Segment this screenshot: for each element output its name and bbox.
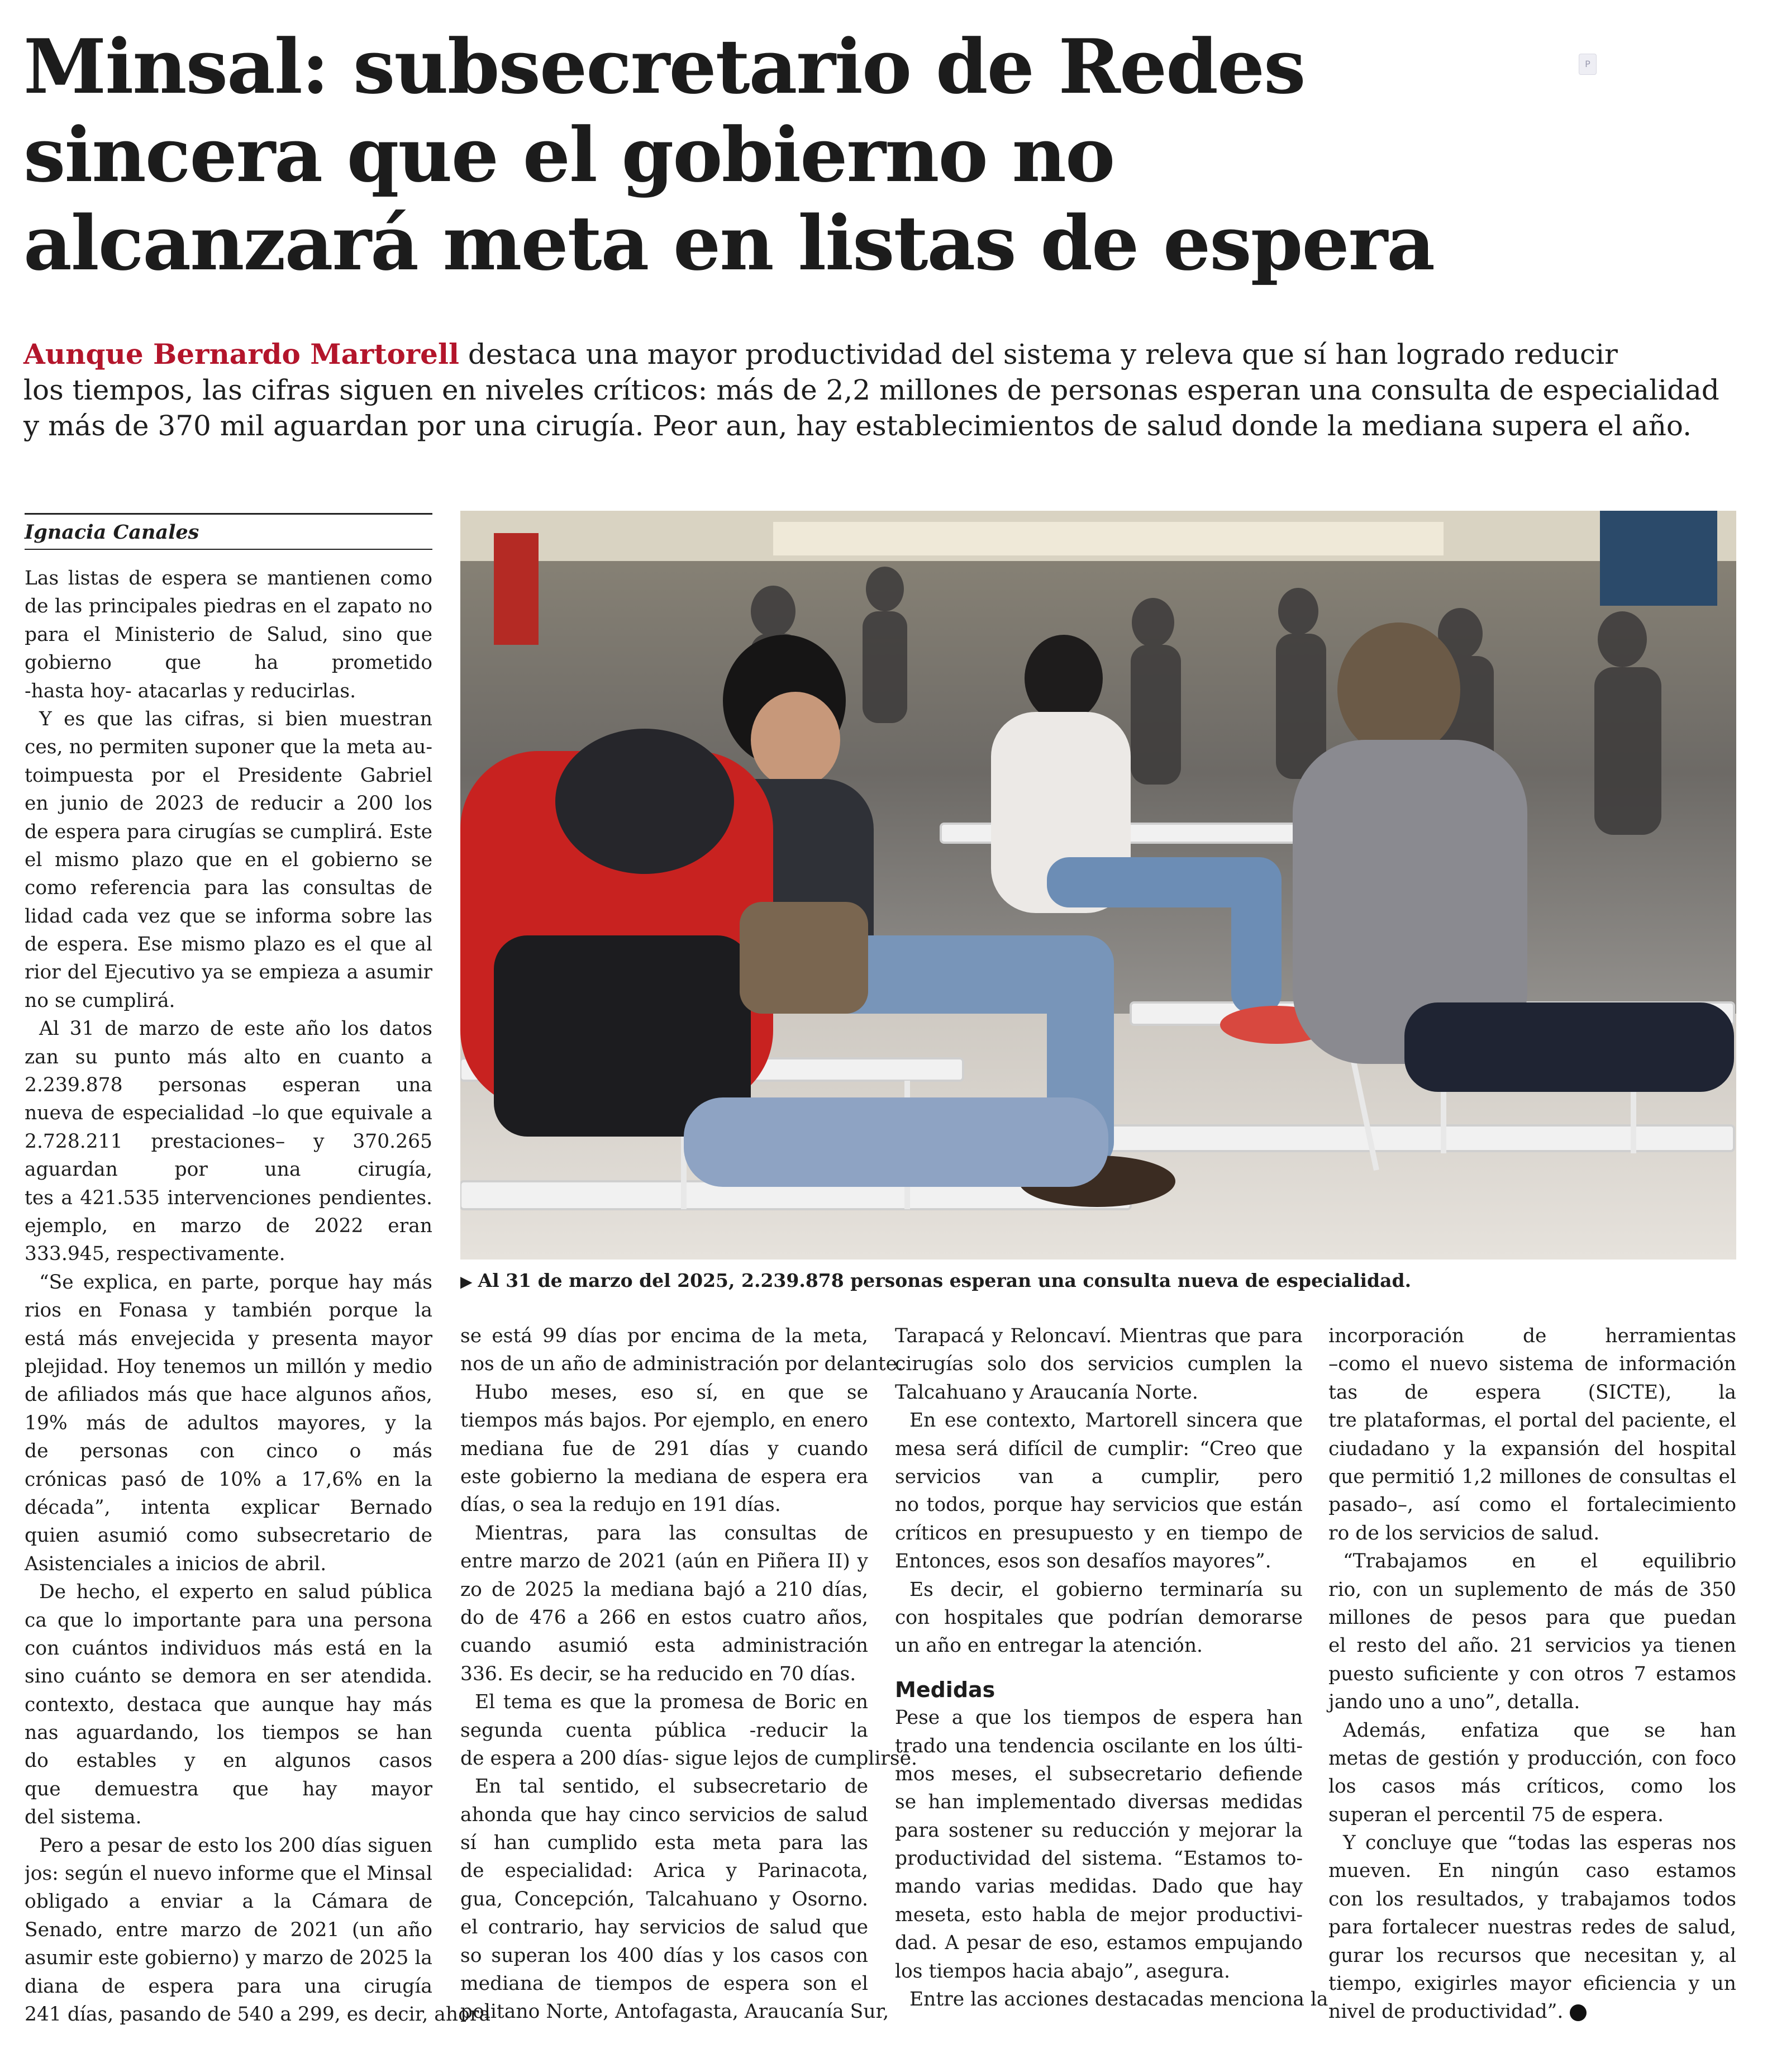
article-line: gobierno que ha prometido bbox=[25, 652, 432, 674]
article-line: diana de espera para una cirugía bbox=[25, 1975, 432, 1998]
article-line: de afiliados más que hace algunos años, bbox=[25, 1384, 432, 1406]
article-line: metas de gestión y producción, con foco bbox=[1328, 1747, 1736, 1770]
article-line: politano Norte, Antofagasta, Araucanía Sur, bbox=[460, 2000, 889, 2023]
headline-line: Minsal: subsecretario de Redes bbox=[23, 22, 1305, 111]
caption-text: Al 31 de marzo del 2025, 2.239.878 personas esperan una consulta nueva de especialidad. bbox=[478, 1270, 1412, 1291]
article-line: dad. A pesar de eso, estamos empujando bbox=[895, 1932, 1303, 1955]
headline-line: sincera que el gobierno no bbox=[23, 111, 1114, 199]
article-line: nivel de productividad”. bbox=[1328, 2000, 1564, 2023]
article-line: lidad cada vez que se informa sobre las bbox=[25, 905, 432, 928]
article-line: En ese contexto, Martorell sincera que bbox=[909, 1409, 1303, 1432]
spacer bbox=[895, 1660, 1303, 1676]
article-line: Mientras, para las consultas de bbox=[475, 1522, 868, 1545]
article-line: este gobierno la mediana de espera era bbox=[460, 1465, 868, 1488]
lead-highlight: Aunque Bernardo Martorell bbox=[23, 338, 459, 370]
article-line: rio, con un suplemento de más de 350 bbox=[1328, 1578, 1736, 1601]
article-line: que demuestra que hay mayor bbox=[25, 1778, 432, 1800]
article-line: -hasta hoy- atacarlas y reducirlas. bbox=[25, 679, 356, 702]
article-line: nueva de especialidad –lo que equivale a bbox=[25, 1102, 432, 1125]
article-column-4 bbox=[1328, 1322, 1736, 2026]
article-line: mediana de tiempos de espera son el bbox=[460, 1973, 868, 1995]
article-line: mos meses, el subsecretario defiende bbox=[895, 1762, 1303, 1785]
article-line: Hubo meses, eso sí, en que se bbox=[475, 1381, 868, 1404]
article-line: Las listas de espera se mantienen como bbox=[25, 567, 432, 590]
article-line: 2.728.211 prestaciones– y 370.265 bbox=[25, 1130, 432, 1153]
article-line: sí han cumplido esta meta para las bbox=[460, 1832, 868, 1855]
article-line: servicios van a cumplir, pero bbox=[895, 1465, 1303, 1488]
article-line: tiempo, exigirles mayor eficiencia y un bbox=[1328, 1973, 1736, 1995]
author-name: Ignacia Canales bbox=[25, 521, 199, 544]
article-line: productividad del sistema. “Estamos to- bbox=[895, 1847, 1303, 1870]
article-line: como referencia para las consultas de bbox=[25, 877, 432, 900]
article-line: nas aguardando, los tiempos se han bbox=[25, 1722, 432, 1745]
article-line: toimpuesta por el Presidente Gabriel bbox=[25, 764, 432, 787]
article-line: para el Ministerio de Salud, sino que bbox=[25, 623, 432, 646]
article-line: ces, no permiten suponer que la meta au- bbox=[25, 736, 432, 759]
article-line: Además, enfatiza que se han bbox=[1343, 1719, 1736, 1742]
article-line: el contrario, hay servicios de salud que bbox=[460, 1916, 868, 1939]
article-line: jando uno a uno”, detalla. bbox=[1328, 1691, 1580, 1714]
article-line: de espera. Ese mismo plazo es el que al bbox=[25, 933, 432, 956]
end-mark-icon bbox=[1570, 2004, 1587, 2021]
subhead-medidas: Medidas bbox=[895, 1677, 995, 1702]
article-line: en junio de 2023 de reducir a 200 los bbox=[25, 792, 432, 815]
article-line: para fortalecer nuestras redes de salud, bbox=[1328, 1916, 1736, 1939]
article-line: meseta, esto habla de mejor productivi- bbox=[895, 1903, 1303, 1926]
article-line: tes a 421.535 intervenciones pendientes. bbox=[25, 1186, 432, 1209]
article-line: ro de los servicios de salud. bbox=[1328, 1522, 1600, 1545]
article-line: entre marzo de 2021 (aún en Piñera II) y bbox=[460, 1550, 868, 1573]
article-line: Y concluye que “todas las esperas nos bbox=[1343, 1832, 1736, 1855]
article-line: mueven. En ningún caso estamos bbox=[1328, 1860, 1736, 1883]
lead-line-1 bbox=[23, 336, 1699, 372]
article-line: aguardan por una cirugía, bbox=[25, 1158, 432, 1181]
article-line: plejidad. Hoy tenemos un millón y medio bbox=[25, 1355, 432, 1378]
article-line: obligado a enviar a la Cámara de bbox=[25, 1890, 432, 1913]
article-line: millones de pesos para que puedan bbox=[1328, 1606, 1736, 1629]
article-line: está más envejecida y presenta mayor bbox=[25, 1327, 432, 1350]
article-line: cirugías solo dos servicios cumplen la bbox=[895, 1353, 1303, 1376]
article-column-3 bbox=[895, 1322, 1328, 2013]
article-line: so superan los 400 días y los casos con bbox=[460, 1944, 868, 1967]
article-line: tiempos más bajos. Por ejemplo, en enero bbox=[460, 1409, 868, 1432]
article-line: De hecho, el experto en salud pública bbox=[39, 1581, 432, 1604]
photo-caption bbox=[460, 1268, 1736, 1294]
article-line: Entre las acciones destacadas menciona la bbox=[909, 1988, 1328, 2011]
article-column-1 bbox=[25, 564, 490, 2028]
article-line: con los resultados, y trabajamos todos bbox=[1328, 1888, 1736, 1911]
article-line: 2.239.878 personas esperan una bbox=[25, 1074, 432, 1097]
article-line: Al 31 de marzo de este año los datos bbox=[39, 1018, 432, 1040]
article-line: del sistema. bbox=[25, 1806, 142, 1829]
article-line: zan su punto más alto en cuanto a bbox=[25, 1045, 432, 1068]
article-line: década”, intenta explicar Bernado bbox=[25, 1496, 432, 1519]
article-line: no se cumplirá. bbox=[25, 989, 175, 1012]
article-line: el resto del año. 21 servicios ya tienen bbox=[1328, 1634, 1736, 1657]
article-line: con hospitales que podrían demorarse bbox=[895, 1606, 1303, 1629]
article-line: tas de espera (SICTE), la bbox=[1328, 1381, 1736, 1404]
article-line: El tema es que la promesa de Boric en bbox=[475, 1691, 868, 1714]
article-line: Es decir, el gobierno terminaría su bbox=[909, 1578, 1303, 1601]
article-line: ejemplo, en marzo de 2022 eran bbox=[25, 1215, 432, 1238]
article-line: gua, Concepción, Talcahuano y Osorno. bbox=[460, 1888, 868, 1911]
article-line: contexto, destaca que aunque hay más bbox=[25, 1693, 432, 1716]
headline bbox=[23, 22, 1532, 287]
article-line: tre plataformas, el portal del paciente, el bbox=[1328, 1409, 1736, 1432]
article-line: de las principales piedras en el zapato no bbox=[25, 595, 432, 618]
article-line: do de 476 a 266 en estos cuatro años, bbox=[460, 1606, 868, 1629]
article-line: “Trabajamos en el equilibrio bbox=[1343, 1550, 1736, 1573]
article-line: ca que lo importante para una persona bbox=[25, 1609, 432, 1632]
article-line: jos: según el nuevo informe que el Minsal bbox=[25, 1862, 432, 1885]
article-column-2 bbox=[460, 1322, 917, 2026]
article-line: rior del Ejecutivo ya se empieza a asumir bbox=[25, 961, 432, 984]
article-line: segunda cuenta pública -reducir la bbox=[460, 1719, 868, 1742]
article-line: Tarapacá y Reloncaví. Mientras que para bbox=[895, 1325, 1303, 1347]
article-line: incorporación de herramientas bbox=[1328, 1325, 1736, 1347]
article-line: puesto suficiente y con otros 7 estamos bbox=[1328, 1662, 1736, 1685]
article-line: de especialidad: Arica y Parinacota, bbox=[460, 1860, 868, 1883]
article-line: Senado, entre marzo de 2021 (un año bbox=[25, 1918, 432, 1941]
article-photo bbox=[460, 511, 1736, 1260]
article-line: días, o sea la redujo en 191 días. bbox=[460, 1494, 781, 1517]
article-line: 336. Es decir, se ha reducido en 70 días. bbox=[460, 1662, 856, 1685]
article-line: con cuántos individuos más está en la bbox=[25, 1637, 432, 1660]
article-line: pasado–, así como el fortalecimiento bbox=[1328, 1494, 1736, 1517]
article-line: 19% más de adultos mayores, y la bbox=[25, 1412, 432, 1434]
article-line: do estables y en algunos casos bbox=[25, 1750, 432, 1772]
article-line: zo de 2025 la mediana bajó a 210 días, bbox=[460, 1578, 868, 1601]
lead-paragraph bbox=[23, 336, 1719, 444]
article-line: asumir este gobierno) y marzo de 2025 la bbox=[25, 1947, 432, 1970]
article-line: Asistenciales a inicios de abril. bbox=[25, 1552, 327, 1575]
article-line: se está 99 días por encima de la meta, bbox=[460, 1325, 868, 1347]
article-line: sino cuánto se demora en ser atendida. bbox=[25, 1665, 432, 1688]
article-line: mediana fue de 291 días y cuando bbox=[460, 1437, 868, 1460]
article-line: Pese a que los tiempos de espera han bbox=[895, 1707, 1303, 1729]
article-line: se han implementado diversas medidas bbox=[895, 1791, 1303, 1814]
lead-line-2: los tiempos, las cifras siguen en niveles críticos: más de 2,2 millones de personas esperan una consulta de especialidad bbox=[23, 374, 1719, 406]
article-line: los casos más críticos, como los bbox=[1328, 1775, 1736, 1798]
article-line: Pero a pesar de esto los 200 días siguen bbox=[39, 1834, 432, 1857]
article-line: ciudadano y la expansión del hospital bbox=[1328, 1437, 1736, 1460]
article-line: Entonces, esos son desafíos mayores”. bbox=[895, 1550, 1271, 1573]
article-line: nos de un año de administración por delante. bbox=[460, 1353, 904, 1376]
article-line: crónicas pasó de 10% a 17,6% en la bbox=[25, 1468, 432, 1491]
article-line: de espera a 200 días- sigue lejos de cumplirse. bbox=[460, 1747, 917, 1770]
article-line: de personas con cinco o más bbox=[25, 1440, 432, 1463]
article-line: Y es que las cifras, si bien muestran bbox=[39, 707, 432, 730]
article-line: mando varias medidas. Dado que hay bbox=[895, 1875, 1303, 1898]
article-line: que permitió 1,2 millones de consultas el bbox=[1328, 1465, 1736, 1488]
article-line: mesa será difícil de cumplir: “Creo que bbox=[895, 1437, 1303, 1460]
byline bbox=[25, 513, 432, 550]
headline-line: alcanzará meta en listas de espera bbox=[23, 199, 1435, 287]
article-line: –como el nuevo sistema de información bbox=[1328, 1353, 1736, 1376]
lead-text: destaca una mayor productividad del sistema y releva que sí han logrado reducir bbox=[459, 338, 1618, 370]
article-line: Talcahuano y Araucanía Norte. bbox=[895, 1381, 1198, 1404]
article-line: ahonda que hay cinco servicios de salud bbox=[460, 1803, 868, 1826]
article-line: críticos en presupuesto y en tiempo de bbox=[895, 1522, 1303, 1545]
article-line: 241 días, pasando de 540 a 299, es decir, ahora bbox=[25, 2003, 490, 2026]
page-marker-icon: P bbox=[1579, 54, 1597, 75]
article-line: 333.945, respectivamente. bbox=[25, 1243, 285, 1266]
article-line: un año en entregar la atención. bbox=[895, 1634, 1203, 1657]
article-line: “Se explica, en parte, porque hay más bbox=[39, 1271, 432, 1294]
article-line: para sostener su reducción y mejorar la bbox=[895, 1819, 1303, 1842]
article-line: no todos, porque hay servicios que están bbox=[895, 1494, 1303, 1517]
article-line: trado una tendencia oscilante en los últi- bbox=[895, 1734, 1303, 1757]
article-line: rios en Fonasa y también porque la bbox=[25, 1299, 432, 1322]
article-line: de espera para cirugías se cumplirá. Este bbox=[25, 820, 432, 843]
lead-line-3: y más de 370 mil aguardan por una cirugía. Peor aun, hay establecimientos de salud donde la mediana supera el año. bbox=[23, 410, 1692, 442]
waiting-room-photo-illustration bbox=[460, 511, 1736, 1260]
article-line: los tiempos hacia abajo”, asegura. bbox=[895, 1960, 1230, 1983]
caption-arrow-icon: ▶ bbox=[460, 1272, 473, 1291]
article-line: gurar los recursos que necesitan y, al bbox=[1328, 1944, 1736, 1967]
article-line: cuando asumió esta administración bbox=[460, 1634, 868, 1657]
article-line: superan el percentil 75 de espera. bbox=[1328, 1803, 1664, 1826]
article-line: el mismo plazo que en el gobierno se bbox=[25, 848, 432, 871]
article-line: quien asumió como subsecretario de bbox=[25, 1524, 432, 1547]
article-line: En tal sentido, el subsecretario de bbox=[475, 1775, 868, 1798]
